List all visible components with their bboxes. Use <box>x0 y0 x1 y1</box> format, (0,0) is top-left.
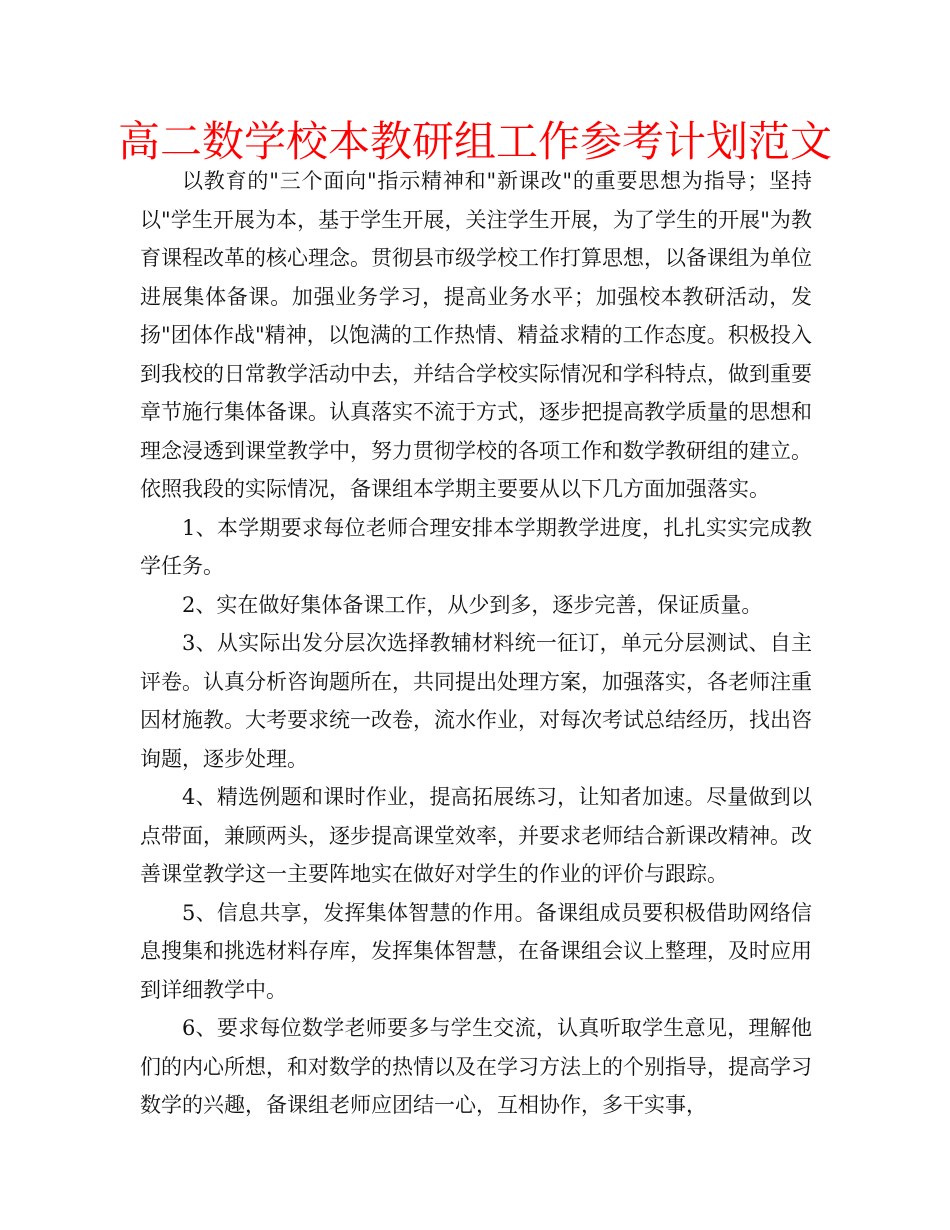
document-title: 高二数学校本教研组工作参考计划范文 <box>117 117 832 166</box>
paragraph-item-4: 4、精选例题和课时作业，提高拓展练习，让知者加速。尽量做到以点带面，兼顾两头，逐步提高课堂效率，并要求老师结合新课改精神。改善课堂教学这一主要阵地实在做好对学生的作业的评价与跟踪。 <box>140 785 812 886</box>
paragraph-intro: 以教育的"三个面向"指示精神和"新课改"的重要思想为指导；坚持以"学生开展为本，基于学生开展，关注学生开展，为了学生的开展"为教育课程改革的核心理念。贯彻县市级学校工作打算思想，以备课组为单位进展集体备课。加强业务学习，提高业务水平；加强校本教研活动，发扬"团体作战"精神，以饱满的工作热情、精益求精的工作态度。积极投入到我校的日常教学活动中去，并结合学校实际情况和学科特点，做到重要章节施行集体备课。认真落实不流于方式，逐步把提高教学质量的思想和理念浸透到课堂教学中，努力贯彻学校的各项工作和数学教研组的建立。依照我段的实际情况，备课组本学期主要要从以下几方面加强落实。 <box>140 169 812 501</box>
paragraph-item-6: 6、要求每位数学老师要多与学生交流，认真听取学生意见，理解他们的内心所想，和对数学的热情以及在学习方法上的个别指导，提高学习数学的兴趣，备课组老师应团结一心，互相协作，多干实事， <box>140 1016 812 1117</box>
document-body <box>140 162 812 1125</box>
paragraph-item-2: 2、实在做好集体备课工作，从少到多，逐步完善，保证质量。 <box>182 592 763 617</box>
paragraph-item-1: 1、本学期要求每位老师合理安排本学期教学进度，扎扎实实完成教学任务。 <box>140 515 812 578</box>
paragraph-item-3: 3、从实际出发分层次选择教辅材料统一征订，单元分层测试、自主评卷。认真分析咨询题所在，共同提出处理方案，加强落实，各老师注重因材施教。大考要求统一改卷，流水作业，对每次考试总结经历，找出咨询题，逐步处理。 <box>140 631 812 771</box>
paragraph-item-5: 5、信息共享，发挥集体智慧的作用。备课组成员要积极借助网络信息搜集和挑选材料存库，发挥集体智慧，在备课组会议上整理，及时应用到详细教学中。 <box>140 900 812 1002</box>
